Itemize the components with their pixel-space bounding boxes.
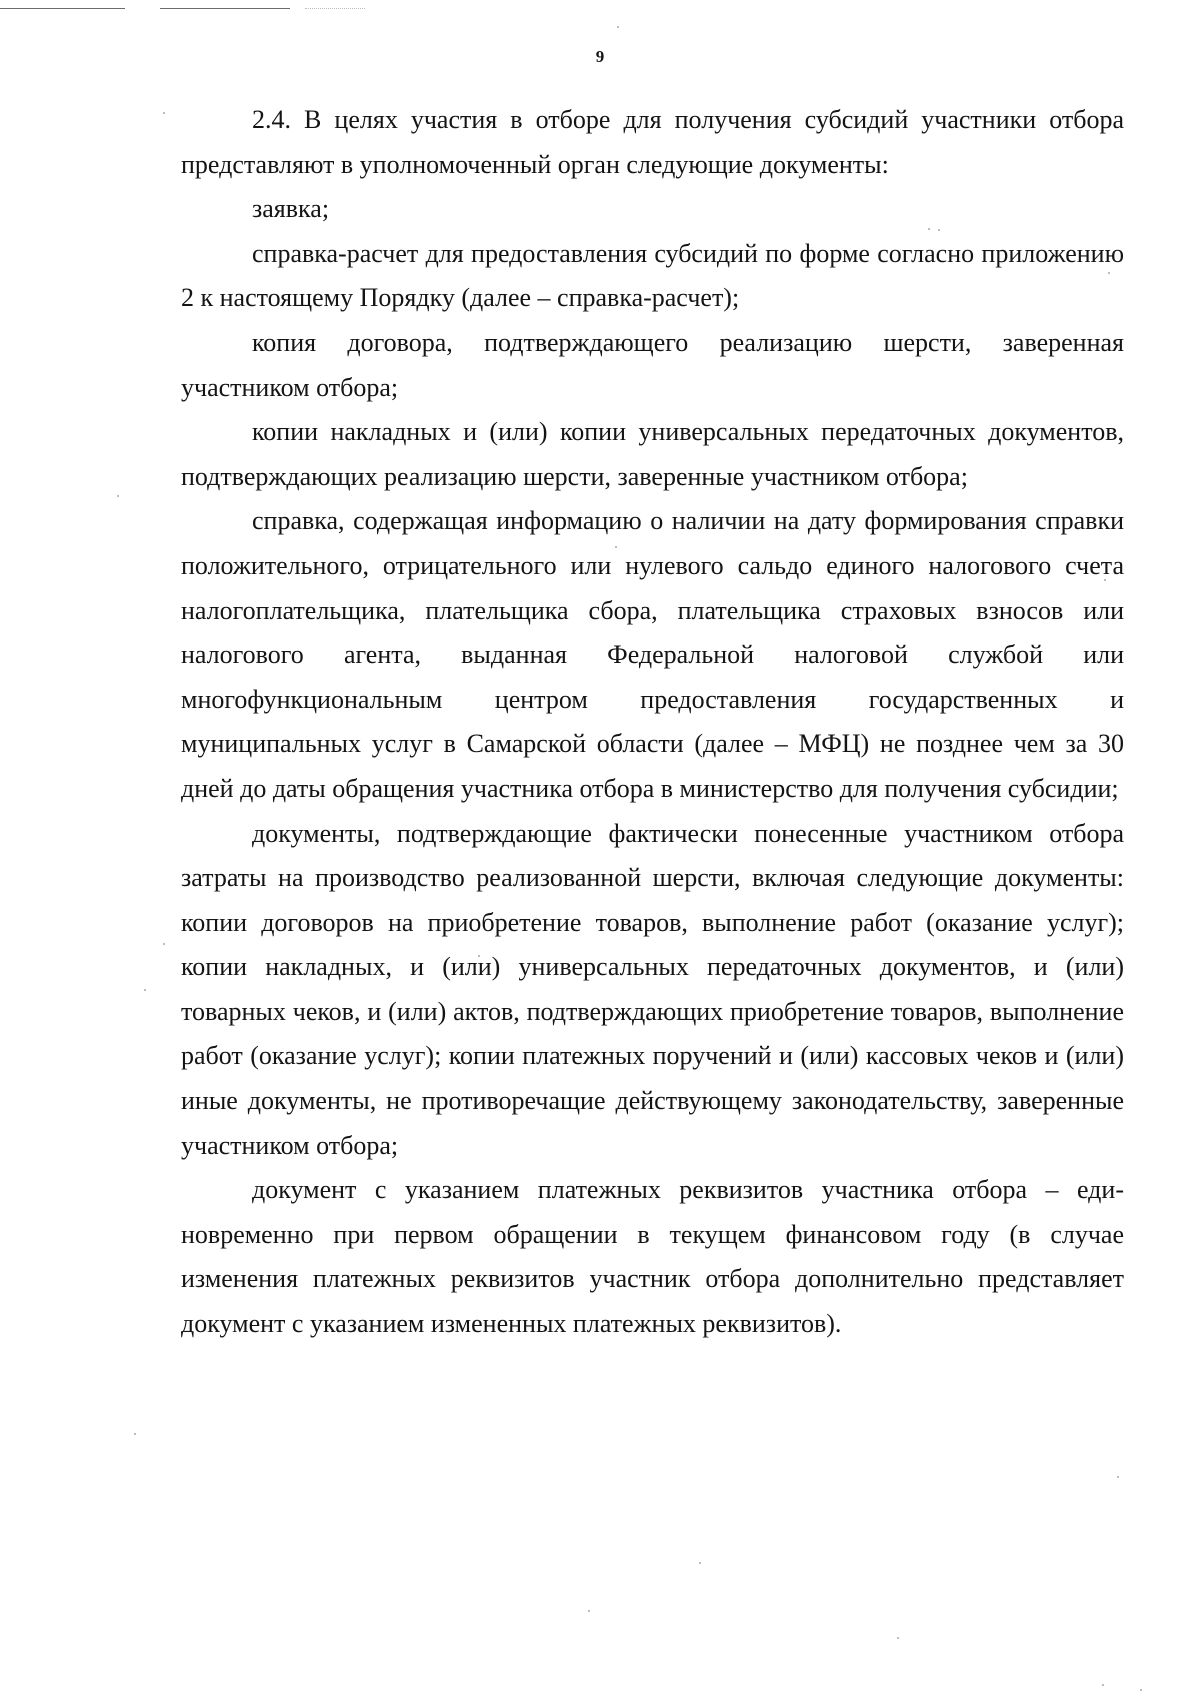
scan-top-line — [0, 8, 125, 9]
scan-speck — [117, 495, 119, 497]
scan-speck — [134, 1433, 136, 1435]
list-item-invoice-copies: копии накладных и (или) копии универсальных передаточных документов, подтверждающих реализацию шерсти, заверенные участником отбора; — [181, 417, 1124, 491]
list-item-expense-documents: документы, подтверждающие фактически понесенные участником отбора затраты на производство реализованной шерсти, включая следующие документы: копии договоров на приобретение товаров, выполнение работ (оказание услуг); копии накладных, и (или) универсальных передаточных документов, и (или) товарных чеков, и (или) актов, подтверждающих приобретение товаров, выполнение работ (оказание услуг); копии платежных поручений и (или) кассовых чеков и (или) иные документы, не противоречащие действующему законодательству, заверенные участником отбора; — [181, 818, 1124, 1160]
page-number: 9 — [595, 47, 605, 66]
scan-speck — [617, 26, 619, 28]
list-item-calculation-certificate: справка-расчет для предоставления субсидий по форме согласно приложению 2 к настоящему Порядку (далее – справка-расчет); — [181, 238, 1124, 313]
scan-speck — [1140, 1689, 1142, 1691]
scan-speck — [1102, 1684, 1104, 1686]
scan-speck — [1117, 1476, 1119, 1478]
scan-speck — [163, 112, 165, 114]
list-item-contract-copy: копия договора, подтверждающего реализацию шерсти, заверенная участником отбора; — [181, 327, 1124, 402]
scan-speck — [144, 989, 146, 991]
scan-speck — [588, 1610, 590, 1612]
list-item-payment-details: документ с указанием платежных реквизитов участника отбора – единовременно при первом обращении в текущем финансовом году (в случае изменения платежных реквизитов участник отбора дополнительно представляет документ с указанием измененных платежных реквизитов). — [181, 1175, 1124, 1339]
scan-speck — [699, 1562, 701, 1564]
document-body — [181, 98, 1124, 1347]
list-item-tax-balance-certificate: справка, содержащая информацию о наличии на дату формирования справки положительного, отрицательного или нулевого сальдо единого налогового счета налогоплательщика, плательщика сбора, плательщика страховых взносов или налогового агента, выданная Федеральной налоговой службой или многофункциональным центром предоставления государственных и муниципальных услуг в Самарской области (далее – МФЦ) не позднее чем за 30 дней до даты обращения участника отбора в министерство для получения субсидии; — [181, 506, 1124, 803]
scan-top-line — [305, 8, 365, 9]
scan-top-line — [160, 8, 290, 9]
scan-speck — [897, 1637, 899, 1639]
scan-speck — [163, 943, 165, 945]
list-item-application: заявка; — [252, 194, 330, 224]
paragraph-2-4: 2.4. В целях участия в отборе для получения субсидий участники отбора представляют в уполномоченный орган следующие документы: — [181, 105, 1124, 179]
